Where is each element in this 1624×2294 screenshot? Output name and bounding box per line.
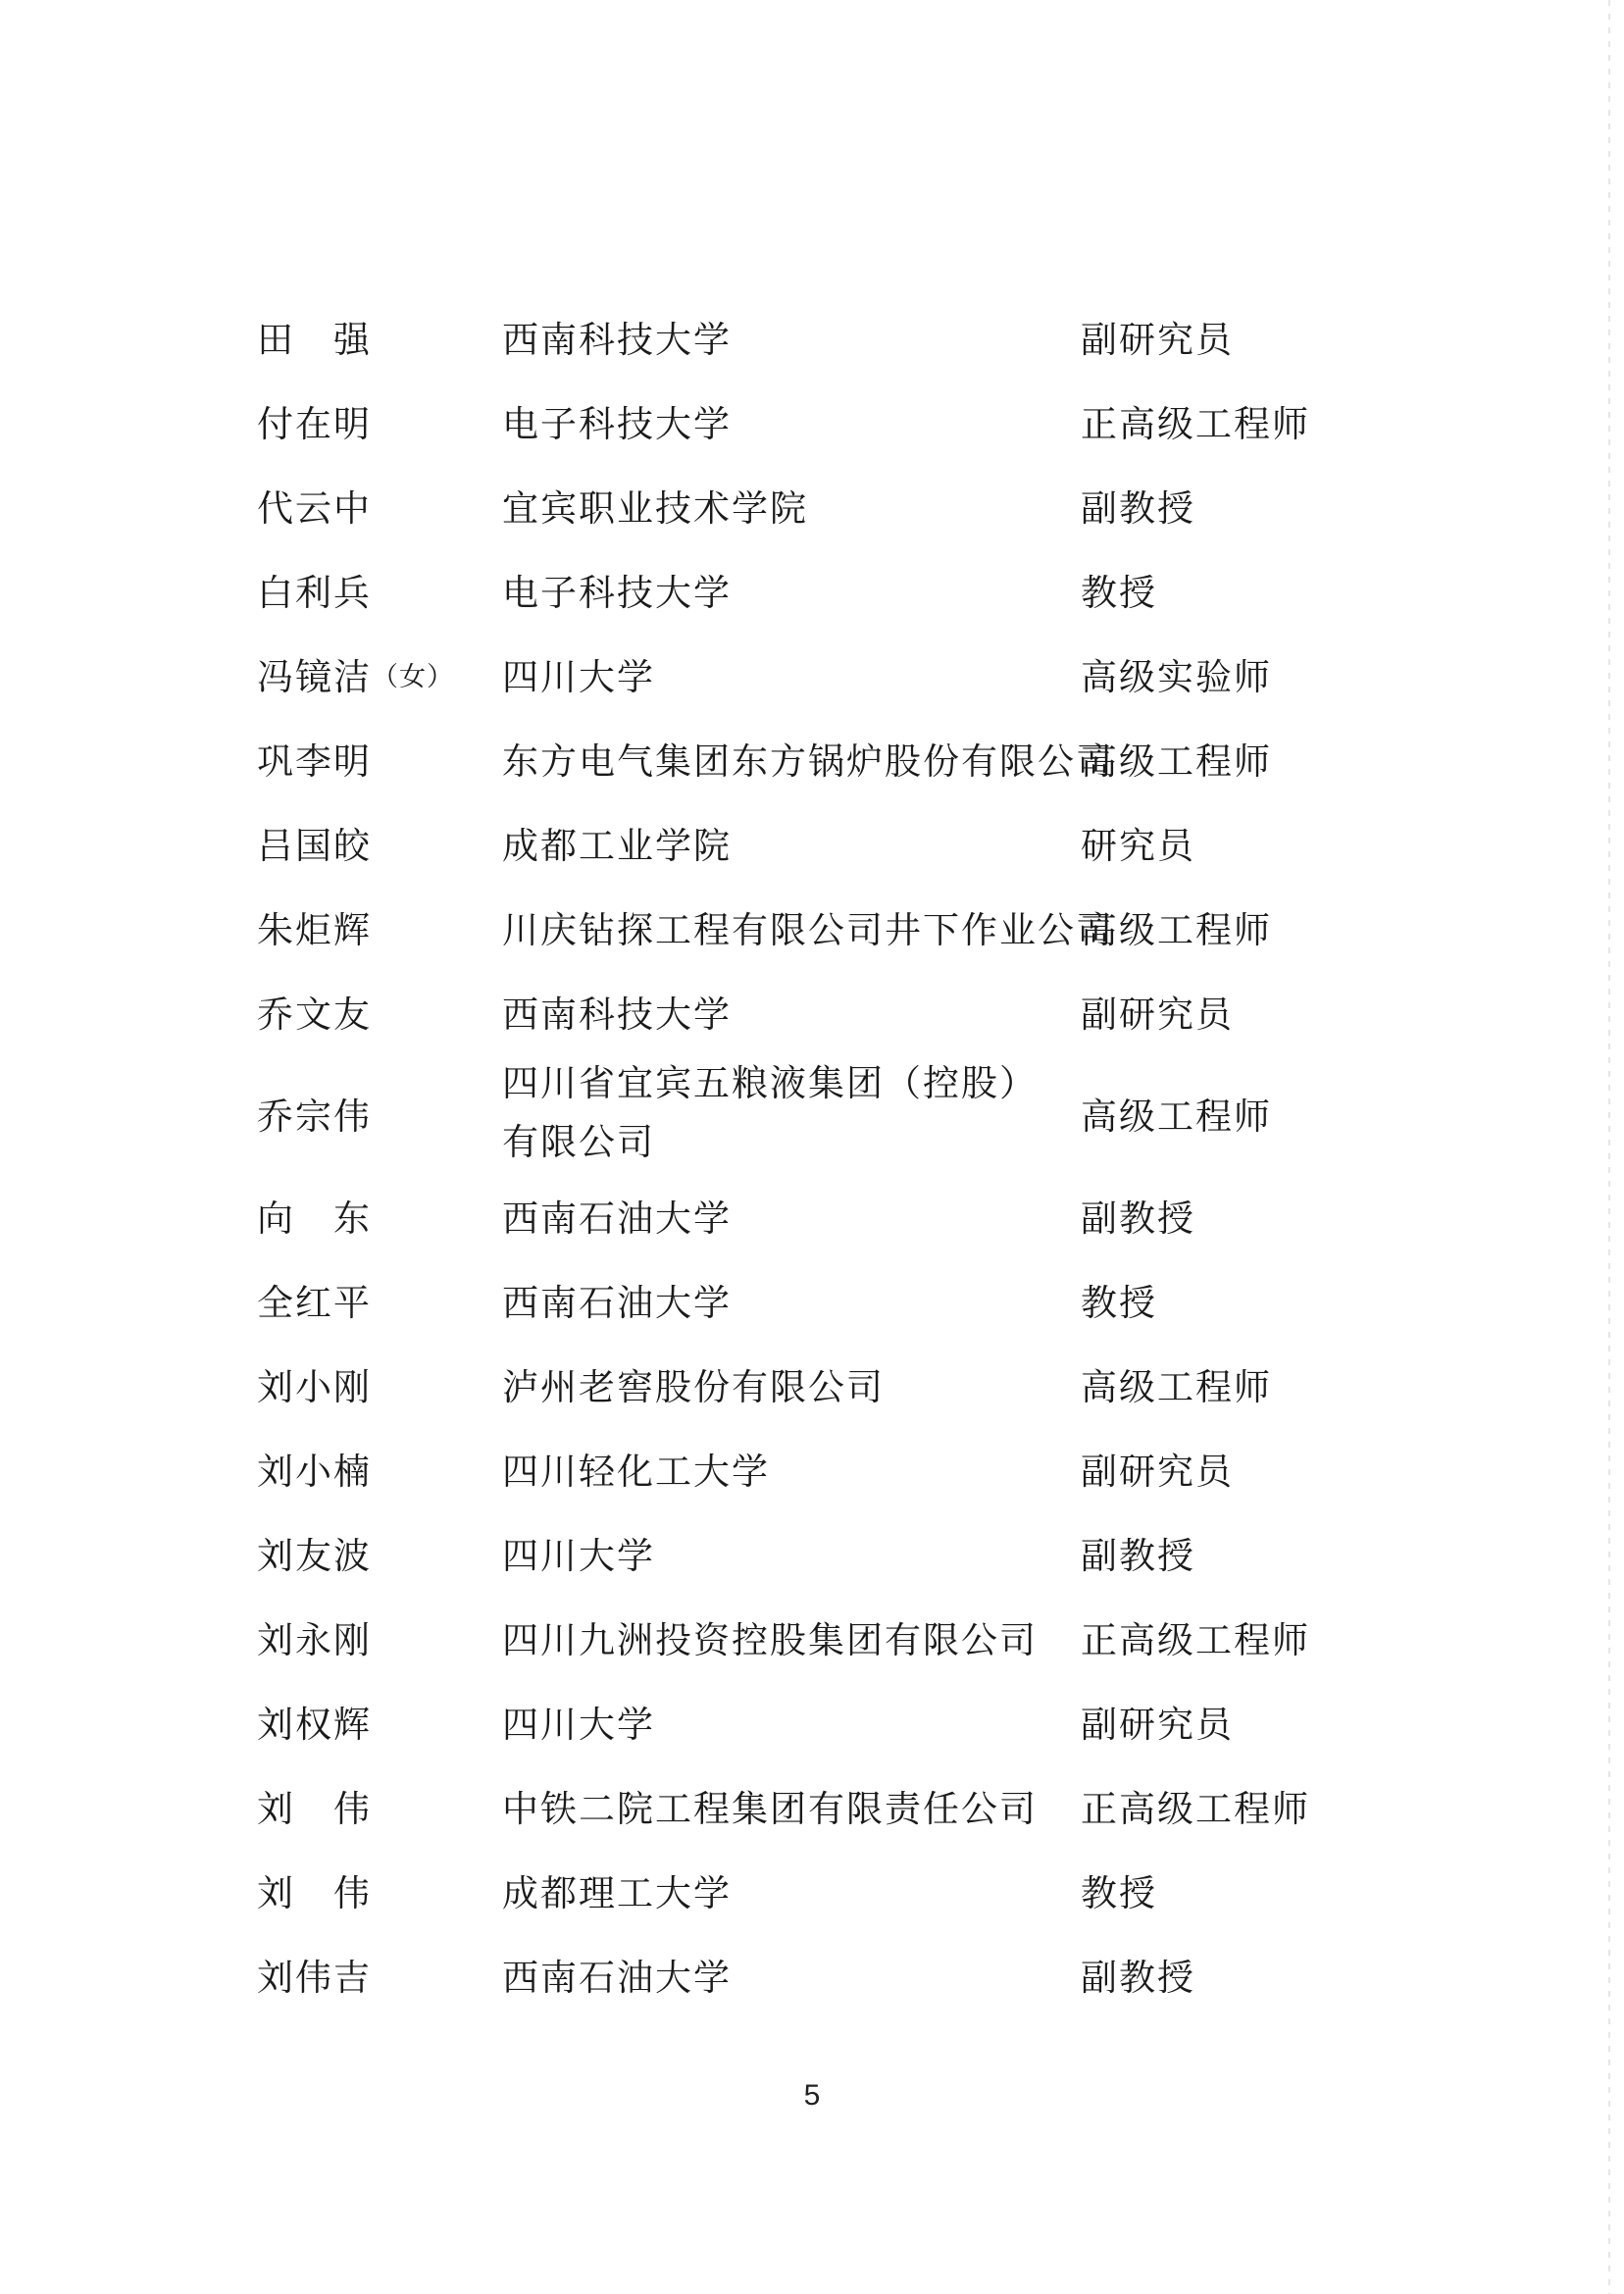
list-item [257, 1595, 1385, 1679]
organization: 西南石油大学 [502, 1282, 732, 1324]
person-name: 巩李明 [257, 740, 372, 783]
person-name: 向 东 [257, 1198, 372, 1240]
organization: 电子科技大学 [502, 572, 732, 614]
list-item [257, 632, 1385, 716]
list-item [257, 463, 1385, 547]
professional-title: 副教授 [1081, 1198, 1195, 1240]
list-item [257, 885, 1385, 969]
page-number: 5 [803, 2079, 821, 2112]
list-item [257, 1679, 1385, 1763]
person-name: 刘小刚 [257, 1366, 372, 1408]
professional-title: 高级工程师 [1081, 1096, 1272, 1138]
list-item [257, 1053, 1385, 1173]
professional-title: 副教授 [1081, 1957, 1195, 1999]
professional-title: 教授 [1081, 572, 1157, 614]
professional-title: 正高级工程师 [1081, 1788, 1310, 1830]
person-name: 乔宗伟 [257, 1096, 372, 1138]
list-item [257, 1173, 1385, 1257]
list-item [257, 1932, 1385, 2016]
person-name: 白利兵 [257, 572, 372, 614]
personnel-list [257, 294, 1385, 2016]
organization: 川庆钻探工程有限公司井下作业公司 [502, 909, 1114, 951]
list-item [257, 800, 1385, 885]
professional-title: 副研究员 [1081, 994, 1234, 1036]
organization: 西南石油大学 [502, 1957, 732, 1999]
professional-title: 副教授 [1081, 487, 1195, 530]
person-name: 全红平 [257, 1282, 372, 1324]
organization: 四川九洲投资控股集团有限公司 [502, 1619, 1038, 1661]
professional-title: 副研究员 [1081, 1704, 1234, 1746]
person-name: 刘伟吉 [257, 1957, 372, 1999]
scan-edge-artifact [1608, 0, 1610, 2294]
organization: 电子科技大学 [502, 403, 732, 445]
person-name: 刘小楠 [257, 1451, 372, 1493]
organization-line-1: 四川省宜宾五粮液集团（控股） [502, 1062, 1038, 1104]
person-name: 刘友波 [257, 1535, 372, 1577]
professional-title: 高级工程师 [1081, 740, 1272, 783]
organization: 西南科技大学 [502, 319, 732, 361]
person-name: 刘永刚 [257, 1619, 372, 1661]
organization: 四川大学 [502, 1535, 655, 1577]
list-item [257, 1342, 1385, 1426]
person-name: 乔文友 [257, 994, 372, 1036]
list-item [257, 547, 1385, 632]
person-name: 田 强 [257, 319, 372, 361]
person-name: 付在明 [257, 403, 372, 445]
list-item [257, 1763, 1385, 1848]
person-name: 刘 伟 [257, 1872, 372, 1914]
professional-title: 正高级工程师 [1081, 403, 1310, 445]
organization: 宜宾职业技术学院 [502, 487, 808, 530]
person-name: 冯镜洁 [257, 656, 372, 698]
list-item [257, 969, 1385, 1053]
person-name: 吕国皎 [257, 825, 372, 867]
organization: 中铁二院工程集团有限责任公司 [502, 1788, 1038, 1830]
list-item [257, 1257, 1385, 1342]
professional-title: 教授 [1081, 1282, 1157, 1324]
person-name: 刘 伟 [257, 1788, 372, 1830]
list-item [257, 716, 1385, 800]
organization: 东方电气集团东方锅炉股份有限公司 [502, 740, 1114, 783]
list-item [257, 379, 1385, 463]
organization: 西南科技大学 [502, 994, 732, 1036]
organization: 四川大学 [502, 656, 655, 698]
organization: 泸州老窖股份有限公司 [502, 1366, 885, 1408]
organization: 成都工业学院 [502, 825, 732, 867]
gender-note: （女） [372, 661, 454, 692]
organization: 西南石油大学 [502, 1198, 732, 1240]
professional-title: 副研究员 [1081, 1451, 1234, 1493]
person-name: 朱炬辉 [257, 909, 372, 951]
organization-line-2: 有限公司 [502, 1121, 655, 1163]
person-name: 刘权辉 [257, 1704, 372, 1746]
list-item [257, 1510, 1385, 1595]
organization: 成都理工大学 [502, 1872, 732, 1914]
person-name: 代云中 [257, 487, 372, 530]
organization: 四川轻化工大学 [502, 1451, 770, 1493]
list-item [257, 1848, 1385, 1932]
organization [502, 1053, 1071, 1173]
professional-title: 高级实验师 [1081, 656, 1272, 698]
person-name-cell [257, 632, 482, 716]
professional-title: 高级工程师 [1081, 909, 1272, 951]
professional-title: 副研究员 [1081, 319, 1234, 361]
organization: 四川大学 [502, 1704, 655, 1746]
professional-title: 教授 [1081, 1872, 1157, 1914]
professional-title: 研究员 [1081, 825, 1195, 867]
professional-title: 正高级工程师 [1081, 1619, 1310, 1661]
professional-title: 高级工程师 [1081, 1366, 1272, 1408]
list-item [257, 1426, 1385, 1510]
list-item [257, 294, 1385, 379]
professional-title: 副教授 [1081, 1535, 1195, 1577]
